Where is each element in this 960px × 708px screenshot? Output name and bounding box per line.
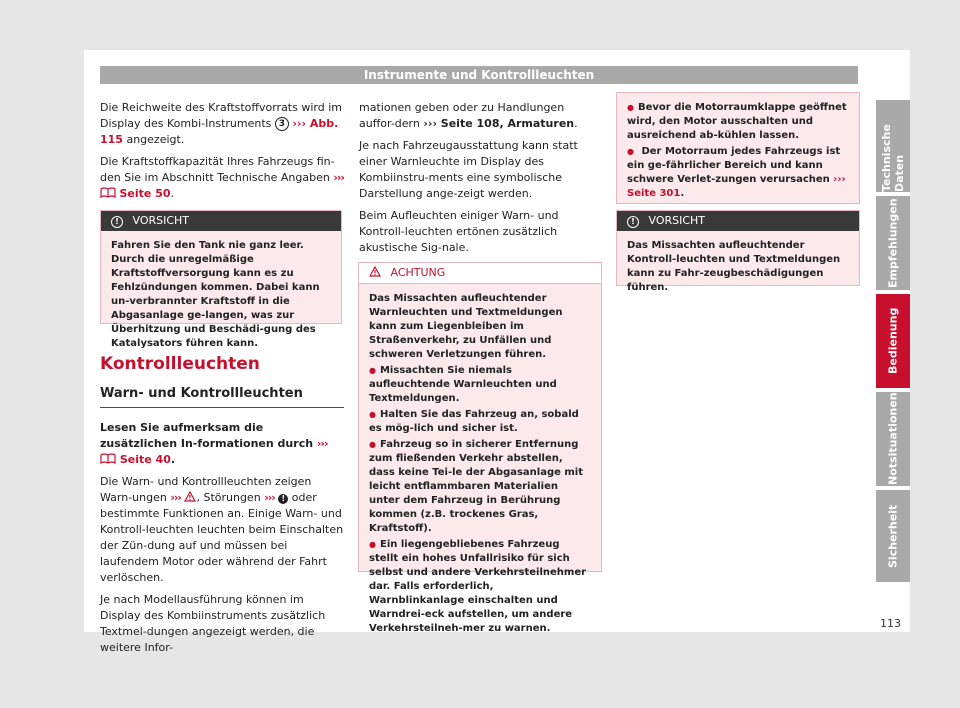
- column-middle: [359, 100, 601, 262]
- warning-item: ● Der Motorraum jedes Fahrzeugs ist ein ge-fährlicher Bereich und kann schwere Verlet-zungen verursachen ››› Seite 301.: [627, 145, 849, 201]
- section-divider: [100, 407, 344, 408]
- column-left-lower: [100, 420, 344, 662]
- caution-box: [100, 210, 342, 349]
- page-link-50[interactable]: Seite 50: [119, 187, 171, 200]
- tab-technische-daten[interactable]: Technische Daten: [876, 100, 910, 192]
- caution-icon: !: [627, 216, 639, 228]
- paragraph-kapazitaet: Die Kraftstoffkapazität Ihres Fahrzeugs fin-den Sie im Abschnitt Technische Angaben ››› Seite 50.: [100, 155, 344, 200]
- page-link-40[interactable]: Seite 40: [119, 453, 171, 466]
- warning-item: ● Fahrzeug so in sicherer Entfernung zum fließenden Verkehr abstellen, dass keine Tei-le der Abgasanlage mit leicht entflammbaren Materialien unter dem Fahrzeug in Berührung kommen (z.B. trockenes Gras, Kraftstoff).: [369, 438, 591, 536]
- page-link-108[interactable]: ››› Seite 108, Armaturen: [423, 117, 575, 130]
- warning-item: ● Missachten Sie niemals aufleuchtende Warnleuchten und Textmeldungen.: [369, 364, 591, 406]
- warning-text: [359, 284, 601, 646]
- intro-paragraph: Lesen Sie aufmerksam die zusätzlichen In-formationen durch ››› Seite 40.: [100, 421, 328, 466]
- warning-intro: Das Missachten aufleuchtender Warnleuchten und Textmeldungen kann zum Liegenbleiben im Straßenverkehr, zu Unfällen und schweren Verletzungen führen.: [369, 293, 563, 360]
- warning-box: [358, 262, 602, 634]
- figure-link[interactable]: ››› Abb. 115: [100, 117, 339, 146]
- column-left: [100, 100, 344, 208]
- book-icon: [100, 187, 116, 198]
- warning-item: ● Bevor die Motorraumklappe geöffnet wird, den Motor ausschalten und ausreichend ab-kühlen lassen.: [627, 101, 849, 143]
- book-icon: [100, 453, 116, 464]
- page-link-301[interactable]: ››› Seite 301: [627, 174, 846, 199]
- section-heading-block: [100, 354, 344, 408]
- warning-continued-text: [617, 93, 859, 211]
- warning-box-continued: [616, 92, 860, 204]
- paragraph-warnleuchten: Die Warn- und Kontrollleuchten zeigen Warn-ungen ››› , Störungen ››› ! oder bestimmte Funktionen an. Einige Warn- und Kontroll-leuchten leuchten beim Einschalten der Zün-dung auf und müssen bei laufendem Motor oder während der Fahrt verlöschen.: [100, 475, 344, 584]
- warning-triangle-icon: [369, 266, 381, 277]
- warning-triangle-icon: [184, 491, 196, 502]
- caution-text: Fahren Sie den Tank nie ganz leer. Durch die unregelmäßige Kraftstoffversorgung kann es zu Fehlzündungen kommen. Dabei kann un-verbrannter Kraftstoff in die Abgasanlage ge-langen, was zur Überhitzung und Beschädi-gung des Katalysators führen kann.: [111, 240, 320, 349]
- caution-text: Das Missachten aufleuchtender Kontroll-leuchten und Textmeldungen kann zu Fahr-zeugbeschädigungen führen.: [627, 240, 841, 293]
- tab-empfehlungen[interactable]: Empfehlungen: [876, 196, 910, 290]
- paragraph-akustisch: Beim Aufleuchten einiger Warn- und Kontroll-leuchten ertönen zusätzlich akustische Sig-nale.: [359, 209, 559, 254]
- paragraph-reichweite: Die Reichweite des Kraftstoffvorrats wird im Display des Kombi-Instruments 3 ››› Abb. 115 angezeigt.: [100, 101, 342, 146]
- section-title: Kontrollleuchten: [100, 354, 260, 374]
- tab-notsituationen[interactable]: Notsituationen: [876, 392, 910, 486]
- page-number: 113: [880, 617, 901, 630]
- caution-header: ! VORSICHT: [101, 211, 341, 231]
- warning-item: ● Halten Sie das Fahrzeug an, sobald es mög-lich und sicher ist.: [369, 408, 591, 436]
- caution-icon: !: [111, 216, 123, 228]
- tab-bedienung[interactable]: Bedienung: [876, 294, 910, 388]
- warning-header: ACHTUNG: [359, 263, 601, 284]
- paragraph-handlungen: mationen geben oder zu Handlungen auffor-dern ››› Seite 108, Armaturen.: [359, 101, 578, 130]
- subsection-title: Warn- und Kontrollleuchten: [100, 386, 303, 401]
- callout-number: 3: [275, 117, 289, 131]
- page-header: Instrumente und Kontrollleuchten: [100, 66, 858, 84]
- caution-header: ! VORSICHT: [617, 211, 859, 231]
- warning-item: ● Ein liegengebliebenes Fahrzeug stellt ein hohes Unfallrisiko für sich selbst und andere Verkehrsteilnehmer dar. Falls erforderlich, Warnblinkanlage einschalten und Warndrei-eck aufstellen, um andere Verkehrsteilneh-mer zu warnen.: [369, 538, 591, 636]
- paragraph-textmeldungen: Je nach Modellausführung können im Display des Kombiinstruments zusätzlich Textmel-dungen angezeigt werden, die weitere Infor-: [100, 593, 326, 654]
- caution-box-right: [616, 210, 860, 293]
- tab-sicherheit[interactable]: Sicherheit: [876, 490, 910, 582]
- note-icon: !: [278, 494, 288, 504]
- paragraph-ausstattung: Je nach Fahrzeugausstattung kann statt einer Warnleuchte im Display des Kombiinstru-ments eine symbolische Darstellung ange-zeigt werden.: [359, 139, 578, 200]
